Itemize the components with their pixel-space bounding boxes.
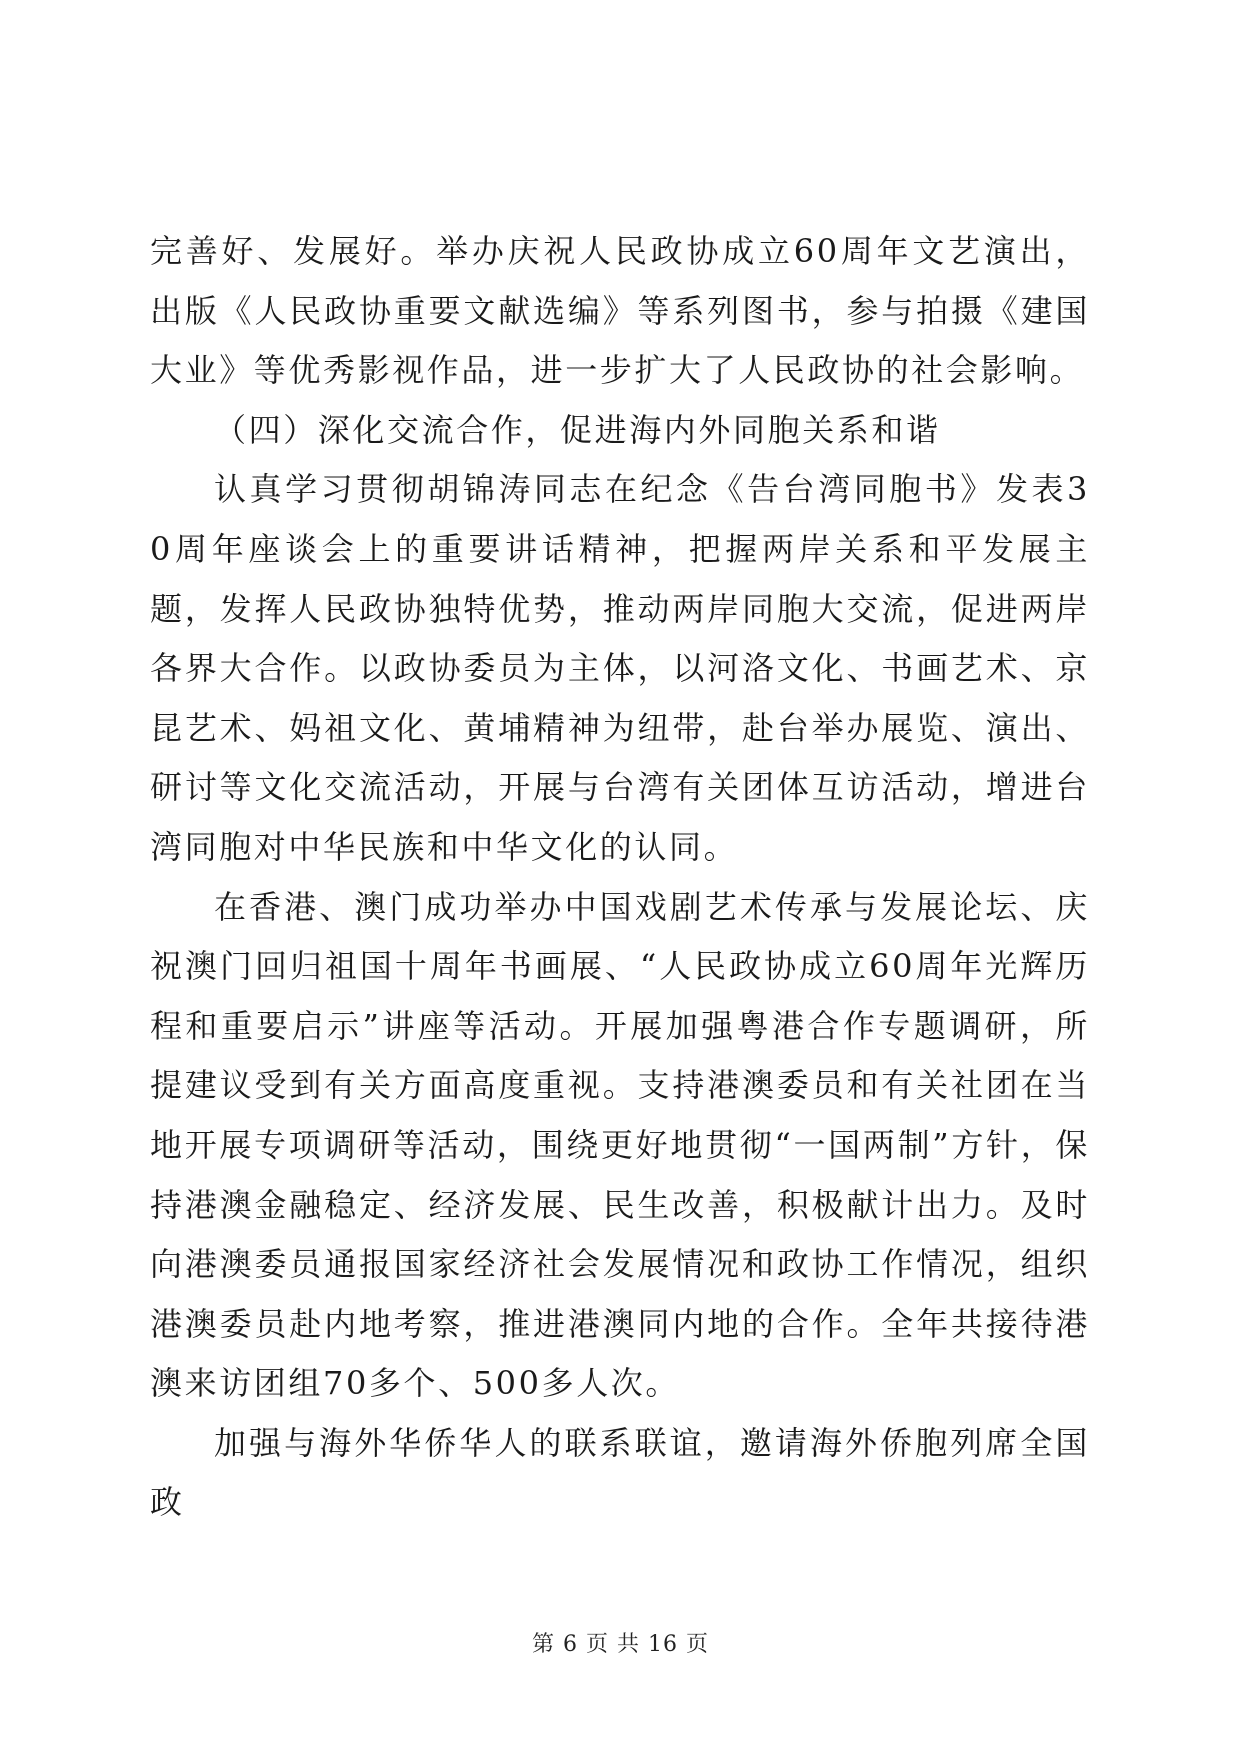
document-body xyxy=(150,222,1090,1533)
section-heading-4: （四）深化交流合作，促进海内外同胞关系和谐 xyxy=(214,410,941,449)
page-number-footer: 第 6 页 共 16 页 xyxy=(532,1632,709,1657)
paragraph-continued: 完善好、发展好。举办庆祝人民政协成立60周年文艺演出，出版《人民政协重要文献选编》等系列图书，参与拍摄《建国大业》等优秀影视作品，进一步扩大了人民政协的社会影响。 xyxy=(150,232,1090,390)
paragraph-hongkong-macau: 在香港、澳门成功举办中国戏剧艺术传承与发展论坛、庆祝澳门回归祖国十周年书画展、“人民政协成立60周年光辉历程和重要启示”讲座等活动。开展加强粤港合作专题调研，所提建议受到有关方面高度重视。支持港澳委员和有关社团在当地开展专项调研等活动，围绕更好地贯彻“一国两制”方针，保持港澳金融稳定、经济发展、民生改善，积极献计出力。及时向港澳委员通报国家经济社会发展情况和政协工作情况，组织港澳委员赴内地考察，推进港澳同内地的合作。全年共接待港澳来访团组70多个、500多人次。 xyxy=(150,887,1090,1403)
paragraph-overseas-chinese: 加强与海外华侨华人的联系联谊，邀请海外侨胞列席全国政 xyxy=(150,1423,1090,1522)
paragraph-taiwan-exchange: 认真学习贯彻胡锦涛同志在纪念《告台湾同胞书》发表30周年座谈会上的重要讲话精神，把握两岸关系和平发展主题，发挥人民政协独特优势，推动两岸同胞大交流，促进两岸各界大合作。以政协委员为主体，以河洛文化、书画艺术、京昆艺术、妈祖文化、黄埔精神为纽带，赴台举办展览、演出、研讨等文化交流活动，开展与台湾有关团体互访活动，增进台湾同胞对中华民族和中华文化的认同。 xyxy=(150,470,1090,866)
